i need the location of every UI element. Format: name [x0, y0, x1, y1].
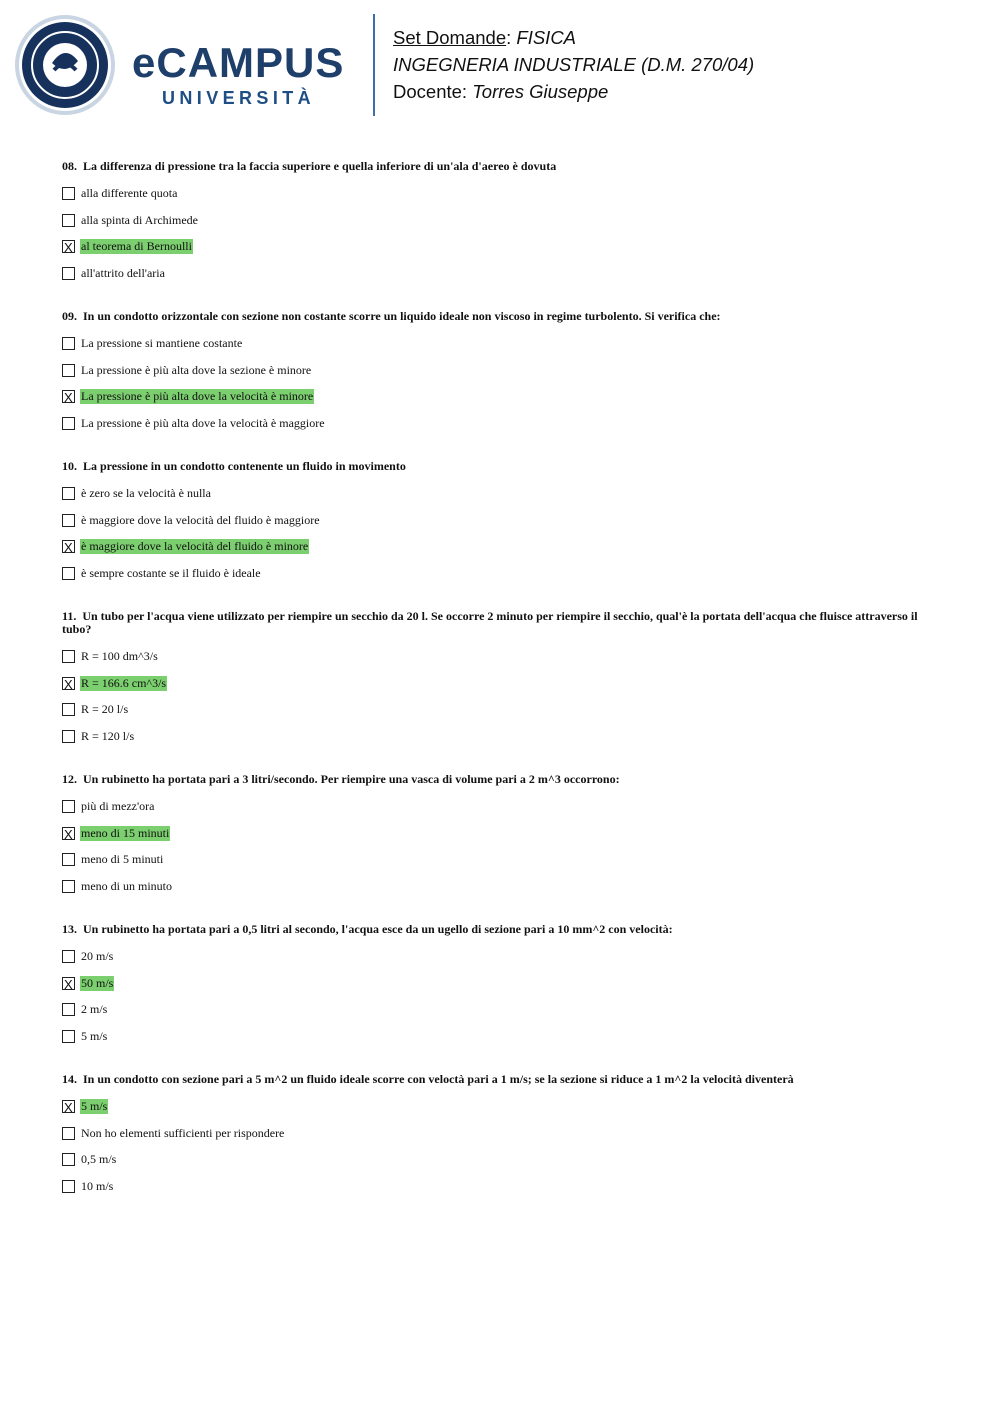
correct-answer-text: è maggiore dove la velocità del fluido è minore	[81, 539, 309, 553]
answer-text: 2 m/s	[81, 1002, 108, 1016]
answer-text: R = 100 dm^3/s	[81, 649, 158, 663]
answer-option[interactable]	[62, 363, 942, 390]
checked-checkbox[interactable]	[62, 977, 75, 990]
answer-option[interactable]	[62, 566, 942, 593]
answer-checkbox[interactable]	[62, 650, 75, 663]
question-number: 14.	[62, 1072, 77, 1086]
answer-checkbox[interactable]	[62, 337, 75, 350]
teacher-name: Torres Giuseppe	[472, 81, 609, 102]
answer-option[interactable]	[62, 949, 942, 976]
answer-checkbox[interactable]	[62, 567, 75, 580]
answer-text: La pressione si mantiene costante	[81, 336, 243, 350]
question-text	[62, 460, 942, 473]
answer-checkbox[interactable]	[62, 187, 75, 200]
question-text	[62, 160, 942, 173]
question-prompt: In un condotto con sezione pari a 5 m^2 un fluido ideale scorre con veloctà pari a 1 m/s; se la sezione si riduce a 1 m^2 la velocità diventerà	[83, 1072, 794, 1086]
answer-checkbox[interactable]	[62, 214, 75, 227]
correct-answer-text: 50 m/s	[81, 975, 114, 990]
answer-option[interactable]	[62, 1152, 942, 1179]
answer-option[interactable]	[62, 266, 942, 293]
question-block	[62, 460, 942, 592]
question-prompt: In un condotto orizzontale con sezione non costante scorre un liquido ideale non viscoso in regime turbolento. Si verifica che:	[83, 309, 721, 323]
answer-option[interactable]	[62, 729, 942, 756]
correct-answer-text: al teorema di Bernoulli	[81, 239, 192, 253]
question-block	[62, 310, 942, 442]
answer-checkbox[interactable]	[62, 514, 75, 527]
answer-checkbox[interactable]	[62, 800, 75, 813]
answer-option[interactable]	[62, 513, 942, 540]
answer-checkbox[interactable]	[62, 1153, 75, 1166]
answer-checkbox[interactable]	[62, 364, 75, 377]
answer-text: meno di 5 minuti	[81, 852, 164, 866]
question-text	[62, 773, 942, 786]
question-text	[62, 923, 942, 936]
question-number: 10.	[62, 459, 77, 473]
correct-answer-text: La pressione è più alta dove la velocità è minore	[81, 389, 314, 403]
checked-checkbox[interactable]	[62, 827, 75, 840]
teacher-line: Docente: Torres Giuseppe	[393, 81, 609, 102]
question-block	[62, 1073, 942, 1205]
answer-text: è sempre costante se il fluido è ideale	[81, 565, 261, 580]
question-block	[62, 160, 942, 292]
question-prompt: Un rubinetto ha portata pari a 3 litri/secondo. Per riempire una vasca di volume pari a 2 m^3 occorrono:	[83, 772, 620, 786]
course-info	[393, 24, 754, 105]
question-number: 11.	[62, 609, 77, 623]
answer-text: La pressione è più alta dove la velocità è maggiore	[81, 415, 325, 430]
question-text	[62, 310, 942, 323]
question-number: 09.	[62, 309, 77, 323]
question-block	[62, 773, 942, 905]
answer-option[interactable]	[62, 799, 942, 826]
question-list	[62, 160, 942, 1223]
answer-option[interactable]	[62, 649, 942, 676]
answer-checkbox[interactable]	[62, 267, 75, 280]
checked-checkbox[interactable]	[62, 240, 75, 253]
answer-option[interactable]	[62, 213, 942, 240]
answer-text: 0,5 m/s	[81, 1152, 117, 1166]
subject-line: Set Domande: FISICA	[393, 27, 577, 48]
answer-text: 10 m/s	[81, 1178, 114, 1193]
answer-option[interactable]	[62, 852, 942, 879]
answer-checkbox[interactable]	[62, 730, 75, 743]
answer-checkbox[interactable]	[62, 1003, 75, 1016]
question-block	[62, 923, 942, 1055]
question-number: 13.	[62, 922, 77, 936]
answer-text: 20 m/s	[81, 949, 114, 963]
answer-option[interactable]	[62, 539, 942, 566]
answer-option[interactable]	[62, 336, 942, 363]
course-line	[393, 51, 754, 78]
answer-option[interactable]	[62, 1099, 942, 1126]
answer-checkbox[interactable]	[62, 703, 75, 716]
answer-checkbox[interactable]	[62, 950, 75, 963]
answer-text: alla spinta di Archimede	[81, 212, 198, 227]
checked-checkbox[interactable]	[62, 1100, 75, 1113]
answer-option[interactable]	[62, 239, 942, 266]
question-prompt: La differenza di pressione tra la faccia superiore e quella inferiore di un'ala d'aereo è dovuta	[83, 159, 557, 173]
answer-option[interactable]	[62, 1126, 942, 1153]
answer-option[interactable]	[62, 879, 942, 906]
answer-option[interactable]	[62, 389, 942, 416]
question-prompt: Un tubo per l'acqua viene utilizzato per riempire un secchio da 20 l. Se occorre 2 minuto per riempire il secchio, qual'è la portata dell'acqua che fluisce attraverso il tubo?	[62, 609, 918, 636]
question-prompt: Un rubinetto ha portata pari a 0,5 litri al secondo, l'acqua esce da un ugello di sezione pari a 10 mm^2 con velocità:	[83, 922, 673, 936]
university-seal-logo	[14, 14, 116, 116]
question-prompt: La pressione in un condotto contenente un fluido in movimento	[83, 459, 406, 473]
correct-answer-text: 5 m/s	[81, 1099, 108, 1113]
answer-option[interactable]	[62, 1179, 942, 1206]
answer-option[interactable]	[62, 702, 942, 729]
question-block	[62, 610, 942, 755]
answer-option[interactable]	[62, 416, 942, 443]
answer-checkbox[interactable]	[62, 853, 75, 866]
answer-text: alla differente quota	[81, 186, 178, 200]
question-number: 08.	[62, 159, 77, 173]
answer-option[interactable]	[62, 1029, 942, 1056]
answer-text: 5 m/s	[81, 1028, 108, 1043]
correct-answer-text: meno di 15 minuti	[81, 825, 170, 840]
answer-text: R = 20 l/s	[81, 702, 129, 716]
answer-option[interactable]	[62, 486, 942, 513]
answer-text: all'attrito dell'aria	[81, 265, 165, 280]
answer-text: è zero se la velocità è nulla	[81, 486, 211, 500]
answer-option[interactable]	[62, 826, 942, 853]
set-label: Set Domande	[393, 27, 507, 48]
header-divider	[373, 14, 375, 116]
answer-option[interactable]	[62, 186, 942, 213]
teacher-label: Docente	[393, 81, 462, 102]
course-name: INGEGNERIA INDUSTRIALE (D.M. 270/04)	[393, 54, 755, 75]
checked-checkbox[interactable]	[62, 677, 75, 690]
answer-checkbox[interactable]	[62, 1180, 75, 1193]
correct-answer-text: R = 166.6 cm^3/s	[81, 675, 167, 690]
answer-checkbox[interactable]	[62, 880, 75, 893]
page-header	[0, 0, 1000, 130]
university-logo-subtitle: UNIVERSITÀ	[162, 88, 316, 108]
answer-text: Non ho elementi sufficienti per rispondere	[81, 1125, 285, 1140]
answer-checkbox[interactable]	[62, 417, 75, 430]
answer-option[interactable]	[62, 676, 942, 703]
answer-text: La pressione è più alta dove la sezione è minore	[81, 362, 312, 377]
answer-checkbox[interactable]	[62, 1030, 75, 1043]
answer-text: è maggiore dove la velocità del fluido è maggiore	[81, 512, 320, 527]
checked-checkbox[interactable]	[62, 540, 75, 553]
university-logo-wordmark: eCAMPUS	[132, 39, 345, 86]
question-text	[62, 1073, 942, 1086]
checked-checkbox[interactable]	[62, 390, 75, 403]
answer-option[interactable]	[62, 1002, 942, 1029]
answer-checkbox[interactable]	[62, 487, 75, 500]
answer-text: meno di un minuto	[81, 878, 172, 893]
question-text	[62, 610, 942, 636]
answer-text: più di mezz'ora	[81, 799, 155, 813]
subject-name: FISICA	[516, 27, 577, 48]
answer-checkbox[interactable]	[62, 1127, 75, 1140]
answer-option[interactable]	[62, 976, 942, 1003]
question-number: 12.	[62, 772, 77, 786]
answer-text: R = 120 l/s	[81, 728, 135, 743]
